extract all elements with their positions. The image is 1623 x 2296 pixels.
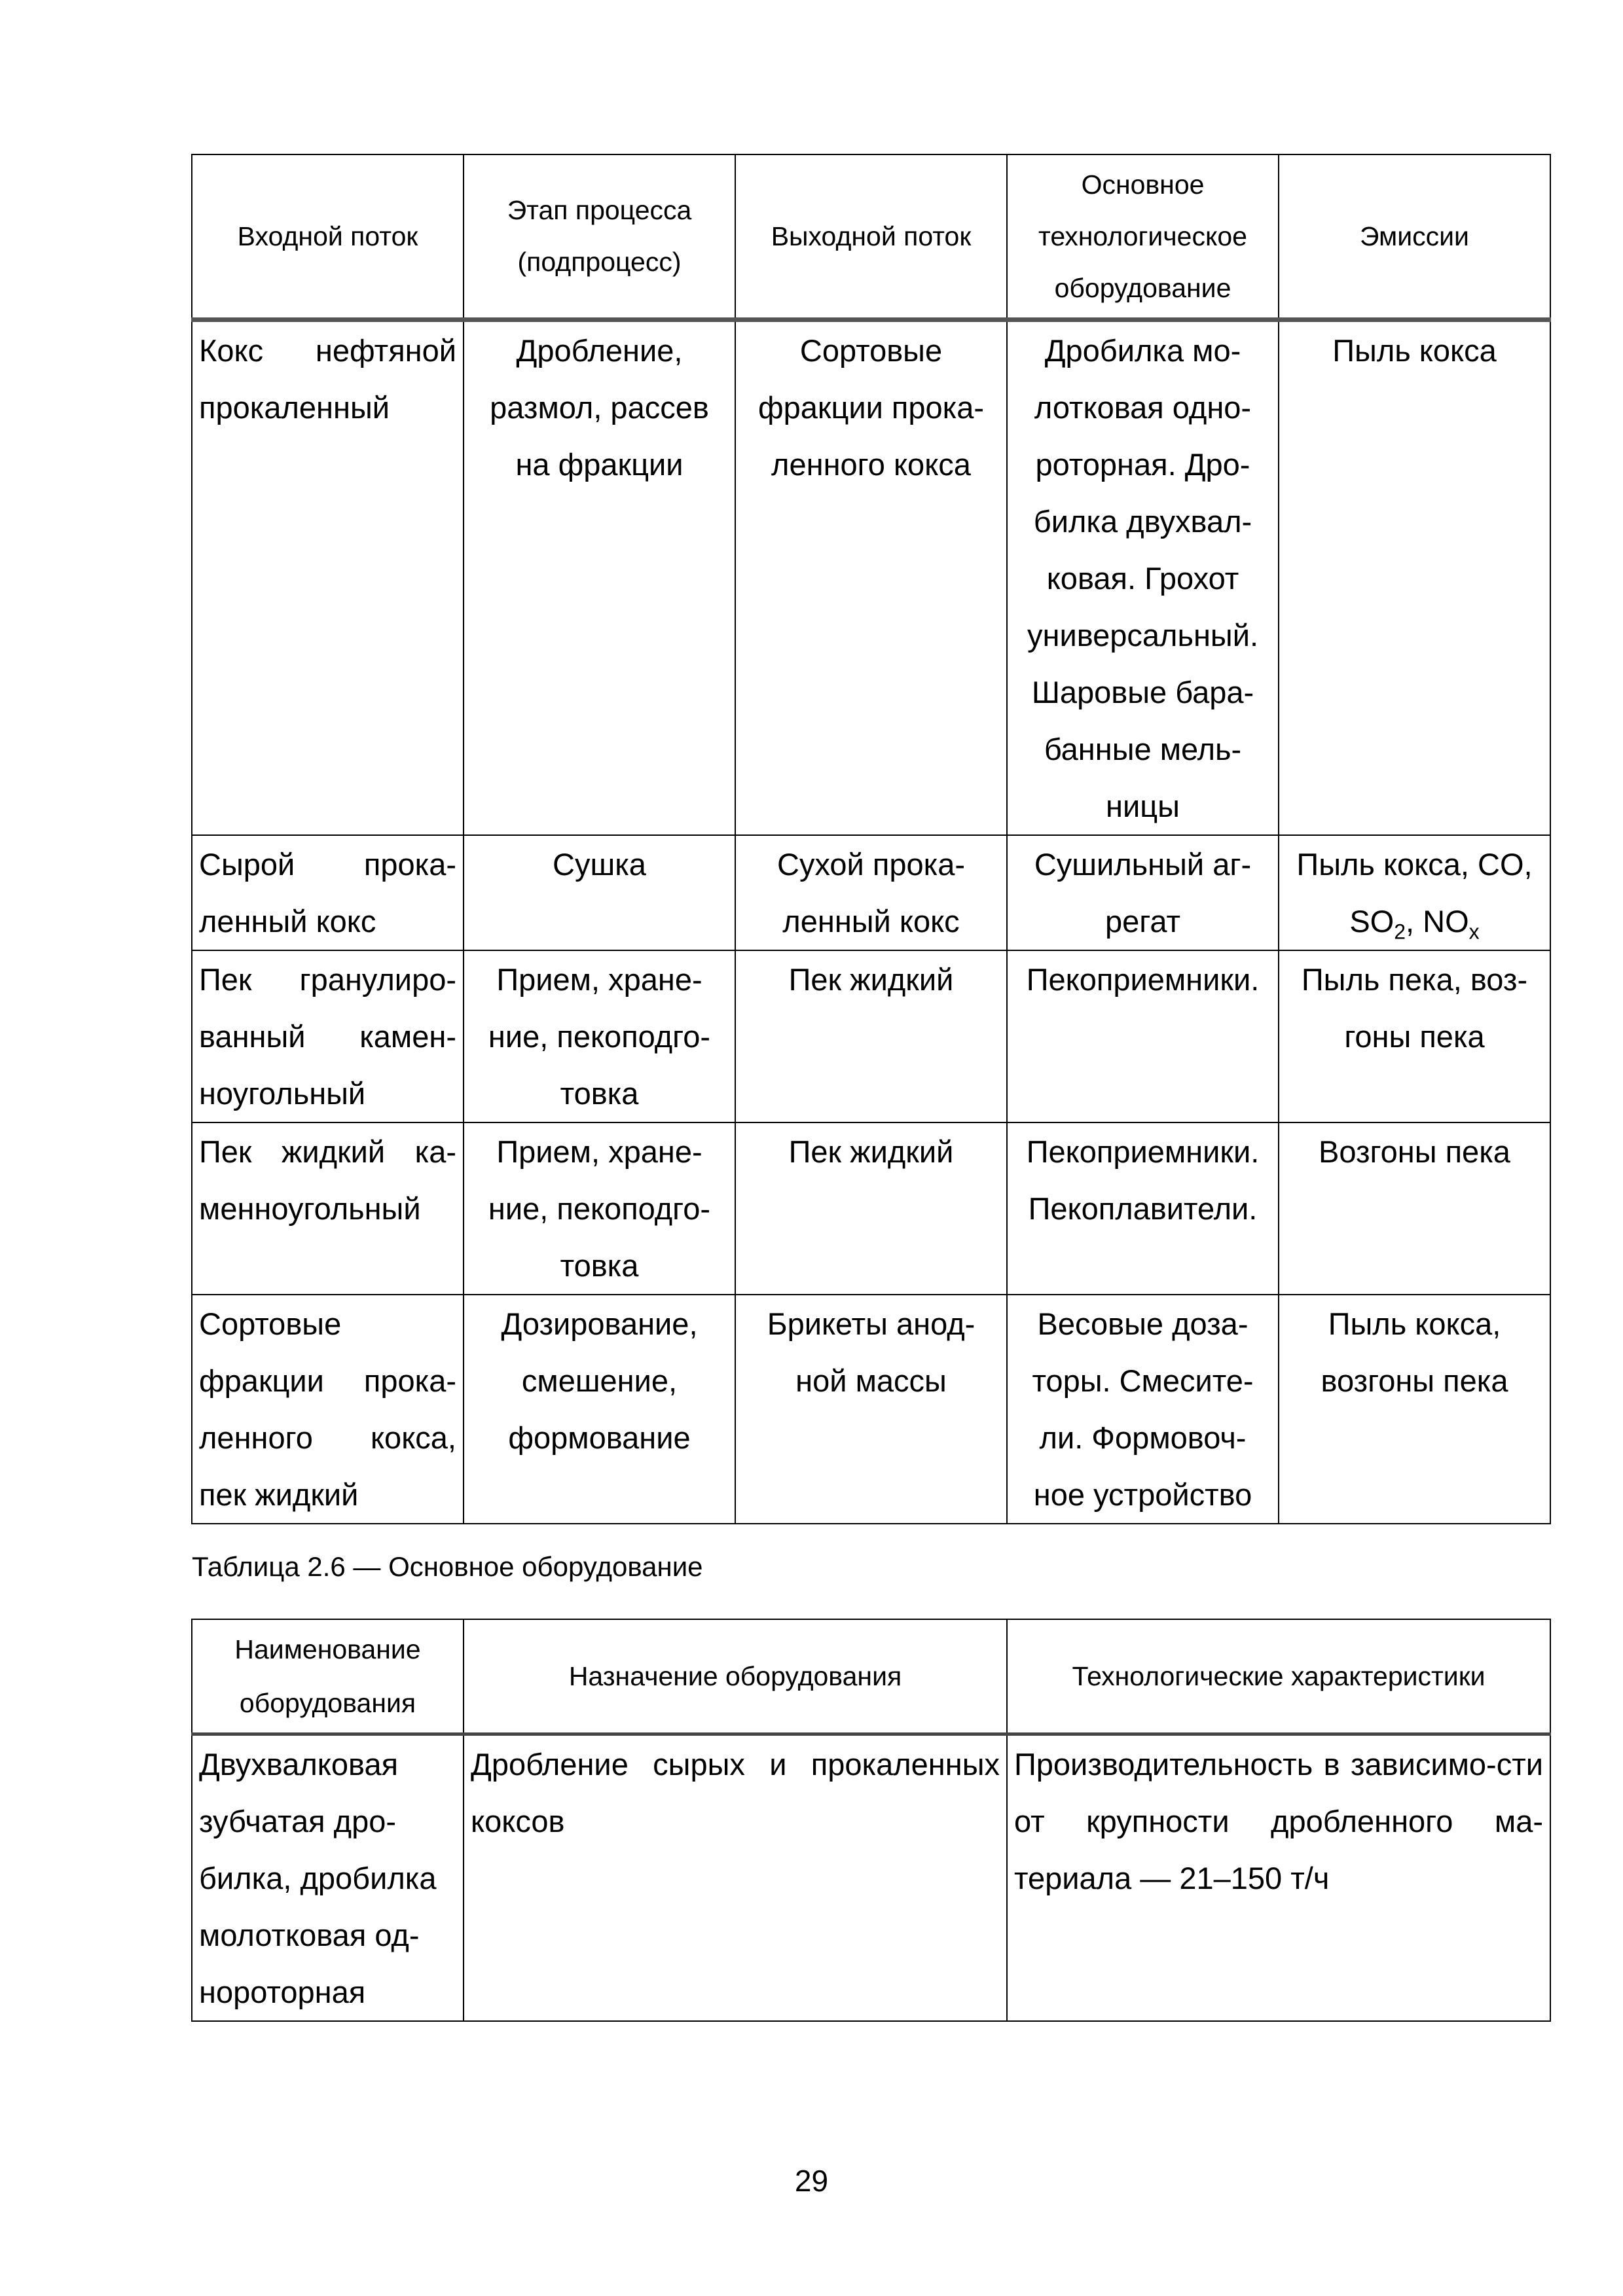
header-process-stage: Этап процесса (подпроцесс)	[464, 154, 735, 320]
table-cell: Пек гранулиро-ванный камен-ноугольный	[192, 950, 464, 1122]
table-cell: Двухвалковая зубчатая дро-билка, дробилка молотковая од-нороторная	[192, 1734, 464, 2022]
header-emissions: Эмиссии	[1279, 154, 1550, 320]
table-cell: Пыль кокса	[1279, 320, 1550, 836]
table-cell: Дробление сырых и прокаленных коксов	[464, 1734, 1007, 2022]
page-number: 29	[794, 2164, 829, 2198]
table-row	[192, 1734, 1550, 2022]
table-cell: Дробилка мо-лотковая одно-роторная. Дро-билка двухвал-ковая. Грохот универсальный. Шаровые бара-банные мель-ницы	[1007, 320, 1279, 836]
emissions-cell-formula: Пыль кокса, CO, $SO_2$, $NO_x$	[1279, 835, 1550, 950]
equipment-table	[191, 1619, 1551, 2022]
table-header-row	[192, 1619, 1550, 1734]
table-cell: Дробление, размол, рассев на фракции	[464, 320, 735, 836]
table-cell: Пек жидкий	[735, 1122, 1007, 1295]
table-header-row	[192, 154, 1550, 320]
process-table	[191, 154, 1551, 1524]
table-cell: Весовые доза-торы. Смесите-ли. Формовоч-ное устройство	[1007, 1295, 1279, 1524]
table-row	[192, 950, 1550, 1122]
table-cell: Пек жидкий	[735, 950, 1007, 1122]
table-cell: Сортовые фракции прока-ленного кокса	[735, 320, 1007, 836]
table-caption: Таблица 2.6 — Основное оборудование	[192, 1551, 703, 1582]
table-cell: Пекоприемники. Пекоплавители.	[1007, 1122, 1279, 1295]
table-cell: Прием, хране-ние, пекоподго-товка	[464, 950, 735, 1122]
table-row	[192, 1295, 1550, 1524]
header-input-flow: Входной поток	[192, 154, 464, 320]
table-cell: Кокс нефтяной прокаленный	[192, 320, 464, 836]
table-cell: Пыль пека, воз-гоны пека	[1279, 950, 1550, 1122]
table-cell: Пыль кокса, возгоны пека	[1279, 1295, 1550, 1524]
table-cell: Сухой прока-ленный кокс	[735, 835, 1007, 950]
header-tech-characteristics: Технологические характеристики	[1007, 1619, 1550, 1734]
table-cell: Сушка	[464, 835, 735, 950]
table-cell: Пек жидкий ка-менноугольный	[192, 1122, 464, 1295]
table-cell: Сырой прока-ленный кокс	[192, 835, 464, 950]
table-cell: Дозирование, смешение, формование	[464, 1295, 735, 1524]
table-cell: Сортовые фракции прока-ленного кокса, пек жидкий	[192, 1295, 464, 1524]
header-equipment-purpose: Назначение оборудования	[464, 1619, 1007, 1734]
table-row	[192, 320, 1550, 836]
header-main-equipment: Основное технологическое оборудование	[1007, 154, 1279, 320]
table-cell: Возгоны пека	[1279, 1122, 1550, 1295]
table-cell: Производительность в зависимо-сти от крупности дробленного ма-териала — 21–150 т/ч	[1007, 1734, 1550, 2022]
table-cell: Брикеты анод-ной массы	[735, 1295, 1007, 1524]
header-output-flow: Выходной поток	[735, 154, 1007, 320]
table-cell: Пекоприемники.	[1007, 950, 1279, 1122]
table-cell: Прием, хране-ние, пекоподго-товка	[464, 1122, 735, 1295]
table-cell: Сушильный аг-регат	[1007, 835, 1279, 950]
table-row	[192, 1122, 1550, 1295]
header-equipment-name: Наименование оборудования	[192, 1619, 464, 1734]
table-row	[192, 835, 1550, 950]
